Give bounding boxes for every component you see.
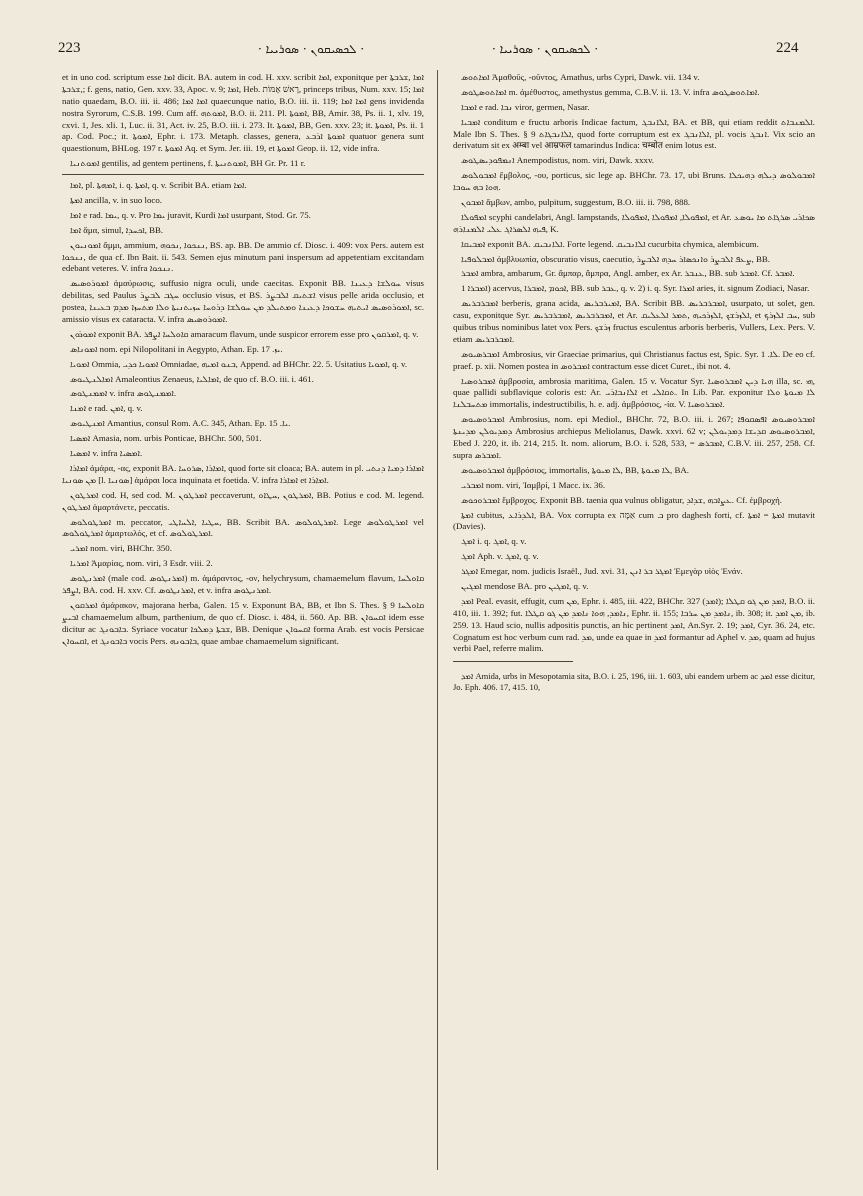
- dictionary-entry: ܐܡܒܪܘܣܝܐ ἀμβροσία, ambrosia maritima, Galen. 15 v. Vocatur Syr. ܗܝܐ ܕܝܢ ܐܡܒܪܘܣܝܐ illa, sc. ܗܝ, quae pallidi subflavique coloris est: Ar. ܐܠܐܢܒܐܪܝ et ܬܩܐܠܝ. In Lib. Par. exponitur ܠܐ ܡܝܘܬܐ ܘܠܐ ܡܬܚܒܠܢܐ immortalis, indestructibilis, h. e. adj. ἀμβρόσιος, -ία. V. ܐܡܒܪܘܣܝܐ.: [453, 375, 815, 410]
- dictionary-entry: ܐܡܪܛܘܢ cod. H, sed cod. M. ܐܡܪܛܘܢ peccaverunt, ܐܡܪܛܘܢ ,ܚܛܐܘ, BB. Potius e cod. M. legend. ܐܡܪܛܘܢ ἁμαρτάνετε, peccatis.: [62, 489, 424, 512]
- dictionary-entry: ܐܡܐ, pl. ܐܡܗܬܐ, i. q. ܐܡܬܐ, q. v. Scribit BA. etiam ܐܡܐ.: [62, 174, 424, 192]
- dictionary-entry: ܐܡܐ ἅμα, simul, ܐܟܚܕܐ, BB.: [70, 224, 164, 235]
- dictionary-entry: ܐܡܐܠܢܛܝܘܣ Amaleontius Zenaeus, ܐܡܐܠܝܐ, de quo cf. B.O. iii. i. 461.: [70, 373, 314, 384]
- dictionary-entry: ܐܡܘܢܐܣ nom. epi Nilopolitani in Aegypto, Athan. Ep. ܝܙ. 17.: [70, 343, 283, 354]
- dictionary-entry: ܐܡܪܝܐ Ἀμαρίας, nom. viri, 3 Esdr. viii. 2.: [70, 558, 213, 569]
- dictionary-entry: ܐܡܒܪܘܣܝܘܣ Ambrosius, nom. epi Mediol., BHChr. 72, B.O. iii. i. 267; ܐܡܒܪܘܣܝܘܣ ܐܦܣܩܘܦܐ ܕܡܕܝܘܠܢ ܡܕܝܢܬܐ Ambrosius archiepus Meliolanus, Dawk. xxvi. 62 v; ܐܡܒܪܘܣܝܘܣ ܩܕܝܫܐ ܕܡܕܝܘܠܢ, Ebed J. 220, it. ib. 214, 215. It. nom. aliorum, B.O. i. 528, 533, = ܐܡܒܪܣ, C.B.V. iii. 257, 258. Cf. supra ܐܡܒܪܣ.: [453, 414, 815, 460]
- dictionary-entry: ܐܡܬܐ cubitus, ܐܠܕܪܐܥ, BA. Vox corrupta ex אַמָּה cum ܒ pro daghesh forti, cf. ܐܡܬܐ = ܐܡܬܐ mutavit (Davies).: [453, 509, 815, 532]
- dictionary-entry: ܐܡܒܝܩܐ exponit BA. ܐܠܐܢܒܝܩ. Forte legend. ܐܠܐܢܒܝܩ cucurbita chymica, alembicum.: [461, 238, 759, 249]
- dictionary-entry: ܐܡܢܐ e rad. ܐܡܢ, q. v.: [70, 403, 143, 414]
- left-column: [62, 72, 424, 1172]
- right-running-head: · ܠܟܣܝܩܘܢ · ܣܘܪܝܝܐ ·: [492, 42, 599, 56]
- dictionary-entry: ܐܡܐܪܐ ἀμάρα, -ας, exponit BA. ܐܡܐܪܐ ,ܣܪܘܚܐ, quod forte sit cloaca; BA. autem in pl. ܐܡܐܪܐ ܕܡܝܐ ܕܢܬܝ ܡܢ ܣܘܢܝܐ [l. ܣܘܢܝܐ] ἀμάραι loca inquinata et foetida. V. infra ܐܡܐܪܐ et ܐܡܐܪܐ.: [62, 462, 424, 485]
- right-page-number: 224: [776, 40, 799, 56]
- dictionary-entry: ܐܡܒܘܢ ἄμβων, ambo, pulpitum, suggestum, B.O. iii. ii. 798, 888.: [461, 197, 691, 208]
- dictionary-entry: ܐܡܒܠܘܦܝܐ ἀμβλυωπία, obscuratio visus, caecutio, ܨܥܦ ܐܠܒܨܪ ܘܐܢܟܣܐܪ ܚܕܗ ܐܠܒܨܪ, BB.: [461, 253, 770, 264]
- dictionary-entry: ܐܡܘܪܘܢ exponit BA. ܩܐܘܠܚܐ ܐܨܦܪ amaracum flavum, unde suspicor errorem esse pro ܐܡܪܩܘܢ, q. v.: [70, 328, 419, 339]
- dictionary-entry: ܐܡܘܬܢܝܐ gentilis, ad gentem pertinens, f. ܐܡܘܬܢܝܬܐ, BH Gr. Pr. 11 r.: [70, 158, 306, 169]
- dictionary-entry: ܐܡܓܪ Emegar, nom. judicis Israël., Jud. xvi. 31, ܐܡܓܪ ܒܪ ܐܢܢ Ἐμεγὰρ υἱὸς Ἐνάν.: [461, 566, 743, 577]
- dictionary-entry: ܐܡܐ e rad. ܝܡܐ, q. v. Pro ܝܡܐ juravit, Kurdi ܐܡܐ usurpant, Stod. Gr. 75.: [70, 209, 311, 220]
- dictionary-entry: ܐܡܢܛܝܘܣ Amantius, consul Rom. A.C. 345, Athan. Ep. ܝܐ. 15.: [70, 418, 291, 429]
- dictionary-entry: ܐܡܐܬܘܣ Ἀμαθοῦς, -οῦντος, Amathus, urbs Cypri, Dawk. vii. 134 v.: [461, 72, 700, 82]
- dictionary-entry: ܐܡܪܛܘܠܘܣ m. peccator, ܚܛܝܐ ,ܐܠܚܐܛܝ, BB. Scribit BA. ܐܡܪܛܘܠܘܣ. Lege ܐܡܪܛܘܠܘܣ vel ܐܡܪܛܘܠܘܣ ἁμαρτωλός, et cf. ܐܡܪܛܘܠܘܣ.: [62, 516, 424, 539]
- dictionary-entry: ܐܡܒܪܐ 1) acervus, ܐܟܘܡ ,ܐܡܒܪܐ, BB. sub ܥܒܪ, q. v. 2) i. q. Syr. ܐܡܪܐ aries, it. signum Zodiaci, Nasar.: [461, 283, 810, 294]
- footnote-rule: [453, 661, 573, 662]
- dictionary-entry: ܐܡܓ i. q. ܐܡܓ, q. v.: [461, 536, 527, 547]
- dictionary-entry: ܐܡܒܝܐ conditum e fructu arboris Indicae factum, ܐܠܐܢܒܓ, BA. et BB, qui etiam reddit ܐܠܡܢܒܐܬ. Male Ibn S. Thes. § 9 ܐܠܐܢܒܓܐܬ, quod forte corruptum est ex ܐܠܐܢܒܓ, pl. vocis ܐܢܒܓ. Vix scio an derivatum sit ex अम्बा vel आम्रफल tamarindus Indica: चम्बोत enim lotus est.: [453, 116, 815, 151]
- dictionary-entry: ܐܡܪܝ nom. viri, BHChr. 350.: [70, 543, 172, 554]
- dictionary-entry: ܐܡܣܝܐ v. infra ܐܡܣܝܐ.: [70, 448, 143, 459]
- page-header: [0, 40, 863, 62]
- dictionary-entry: ܐܡܒܪܣܝܘܣ Ambrosius, vir Graeciae primarius, qui Christianus factus est, Spic. Syr. ܠܐ. 1. De eo cf. praef. p. xii. Nomen postea in ܐܡܒܪܘܣ contractum esse dicet Curet., ibi not. 4.: [453, 348, 815, 371]
- dictionary-entry: ܐܡܒܪܘܣܝܘܣ ἀμβρόσιος, immortalis, ܠܐ ܡܝܘܬܐ, BB, ܠܐ ܡܝܘܬܐ, BA.: [461, 464, 689, 475]
- dictionary-entry: ܐܡܓܝܢ mendose BA. pro ܐܡܓܝܢ, q. v.: [461, 580, 589, 591]
- left-running-head: · ܠܟܣܝܩܘܢ · ܣܘܪܝܝܐ ·: [258, 42, 365, 56]
- dictionary-entry: ܐܡܘܪܘܣܝܣ ἀμαύρωσις, suffusio nigra oculi, unde caecitas. Exponit BB. ܚܘܠܫܐ ܕܥܝܢܐ visus debilitas, sed Paulus ܚܓܒ ܠܒܨܪ occlusio visus, et BS. ܐܫܬܝܩ ܐܠܒܨܪ visus pelle arida occlusio, et postea, ܐܡܘܪܘܣܝܣ ܐܝܬܝܗ ܚܫܘܟܐ ܕܥܝܢܐ ܘܡܬܝܠܕ ܡܢ ܚܘܠܫܐ ܕܪܘܚܐ ܚܙܝܬܢܝܬܐ ܘܠܐ ܡܬܚܙܐ ܡܕܡ ܒܥܝܢܐ, sc. amissio visus ex cataracta. V. infra ܐܡܘܪܘܣܝܣ.: [62, 278, 424, 325]
- dictionary-entry: ܐܡܐܬܘܣܛܘܣ m. ἀμέθυστος, amethystus gemma, C.B.V. ii. 13. V. infra ܐܡܐܬܘܣܛܘܣ.: [461, 86, 760, 97]
- dictionary-entry: ܐܡܒܐ e rad. ܢܒܐ viror, germen, Nasar.: [461, 101, 590, 112]
- dictionary-entry: ܐܡܓ Aph. v. ܐܡܓ, q. v.: [461, 551, 539, 562]
- dictionary-entry: ܐܡܒܪ ambra, ambarum, Gr. ἄμπαρ, ἄμπρα, Angl. amber, ex Ar. ܥܢܒܪ, BB. sub ܐܡܒܪ. Cf. ܐܡܒܪ.: [461, 268, 795, 279]
- dictionary-entry: et in uno cod. scriptum esse ܐܡܐ dicit. BA. autem in cod. H. xxv. scribit ܐܡܐ, exponitque per ܐܡܐ ,ܫܪܒܬܐ ,ܫܪܒܬܐ; f. gens, natio, Gen. xxv. 33, Apoc. v. 9; ܐܡܐ, Heb. רָאשׁ אָמּוֹת, princeps tribus, Num. xxv. 15; ܐܡܐ natio quaedam, B.O. iii. ii. 486; ܐܡܐ ܐܡܐ quaecunque natio, B.O. iii. ii. 119; ܐܡܐ ܐܡܐ gens invidenda nostra Syrorum, C.S.B. 199. Cum aff. ܐܡܘܬܗ, B.O. ii. 211. Pl. ܐܡܘܬܐ, BB, Amir. 38, Ps. ii. 1, xlv. 19, cxvi. 1, Jes. xli. 1, Luc. ii. 31, Act. iv. 25, B.O. iii. i. 273. It. ܐܡܘܬܐ, BB, Gen. xxv. 23; it. ܐܡܘܬܐ, Ps. ii. 1 ap. Cod. Poc.; it. ܐܡܘܬܐ, Ephr. i. 173. Metaph. classes, genera, ܐܡܘܬܐ ܐܪܒܥ quatuor genera sunt quaestionum, BHLog. 197 r. ܐܡܘܬܐ Aq. et Sym. Jer. iii. 19, et ܐܡܘܬܐ Geop. ii. 12, vide infra.: [62, 72, 424, 154]
- left-page-number: 223: [58, 40, 81, 56]
- dictionary-entry: ܐܡܪܢܛܘܣ (male cod. ܐܡܪܢܛܘܣ) m. ἀμάραντος, -ον, helychrysum, chamaemelum flavum, ܩܐܘܠܚܐ ܐܨܦܪ, BA. cod. H. xxv. Cf. ܐܡܪܢܛܘܣ, et v. infra ܐܡܪܢܛܘܣ.: [62, 573, 424, 595]
- dictionary-entry: ܐܡܒܘܠܘܣ ἔμβολος, -ου, porticus, sic lege ap. BHChr. 73. 17, ubi Bruns. ܐܡܒܘܠܘܣ ܕܝܠܗ ܕܗܝܟܠܐ ܗܘܐ ܒܗ ܚܘܒܐ.: [453, 170, 815, 193]
- dictionary-entry: ܐܡܣܝܐ Amasia, nom. urbis Ponticae, BHChr. 500, 501.: [70, 433, 262, 444]
- dictionary-entry: ܐܡܕ Peal. evasit, effugit, cum ܡܢ, Ephr. i. 485, iii. 422, BHChr. 327 (ܐܡܕ); ܐܡܕ ܡܢ ܓܘ ܩܛܠܐ, B.O. ii. 410, iii. 1. 392; fut. ܢܐܡܕ, ܗܘܐ ܢܐܡܕ ܡܢ ܓܘ ܩܛܠܐ, Ephr. ii. 155; ܢܐܡܕ ܡܢ ܚܪܒܐ, ib. 308; it. ܡܢ ܐܡܕ, ib. 259. 13. Haud scio, nullis adpositis punctis, an hic pertinent ܐܡܕ, An.Syr. 2. 19; ܐܡܕ, Cyr. 36. 24, etc. Cognatum est hoc verbum cum rad. ܡܕ, unde ea quae in ܐܡܕ formantur ad Aphel v. ܡܕ, quam ad hujus verbi Pael, referre malim.: [453, 595, 815, 654]
- dictionary-entry: ܐܡܘܢܝܘܢ ἄμμι, ammium, ܢܢܟܘܐ ,ܢܟܘܗ, BS. ap. BB. De ammio cf. Diosc. i. 409: vox Pers. autem est ܢܢܟܘܐ, de qua cf. Ibn Bait. ii. 543. Semen ejus minutum pani inspersum ad appetentiam excitandam edebant veteres. V. infra ܢܢܟܘܐ.: [62, 239, 424, 274]
- dictionary-entry: ܐܡܡܢܛܘܣ v. infra ܐܡܡܢܛܘܣ.: [70, 388, 177, 399]
- dictionary-entry: ܐܡܒܪܘܟܘܣ ἔμβροχος. Exponit BB. taenia qua vulnus obligatur, ܥܨܐܒܗ ,ܫܕܐܕ. Cf. ἐμβροχή.: [461, 494, 783, 505]
- dictionary-entry: ܐܢܡܦܘܕܝܣܛܘܣ Anempodistus, nom. viri, Dawk. xxxv.: [461, 155, 655, 166]
- dictionary-entry: ܐܡܒܪܒܪܝܣ berberis, grana acida, ܐܡܝܪܒܪܝܣ, BA. Scribit BB. ܐܡܒܪܒܪܝܣ, usurpato, ut solet, gen. casu, exponitque Syr. ܐܡܒܪܒܪܝܣ ,ܐܡܒܪܒܪܝܣ, et Ar. ܐܠܙܪܫܟ ,ܐܠܙܪܟܝܗ ,ܬܡܪ ܐܠܥܠܝܩ, et ܚܒ ܐܠܙܪܟ, sub quibus tribus nominibus latet vox Pers. ܙܪܫܟ fructus esculentus arboris berberis, Vullers, Lex. Pers. V. etiam ܐܡܒܪܒܪܝܣ.: [453, 298, 815, 344]
- right-column: [453, 72, 815, 1172]
- dictionary-entry: ܐܡܒܪܝ nom. viri, Ἰαμβρί, 1 Macc. ix. 36.: [461, 479, 606, 490]
- footnote: ܐܡܕ Amida, urbs in Mesopotamia sita, B.O. i. 25, 196, iii. 1. 603, ubi eandem urbem ac ܐܡܕ esse dicitur, Jo. Eph. 406. 17, 415. 10,: [453, 670, 815, 693]
- dictionary-entry: ܐܡܪܩܘܢ ἀμάρακον, majorana herba, Galen. 15 v. Exponunt BA, BB, et Ibn S. Thes. § 9 ܩܐܘܠܚܐ ܐܒܝܨ chamaemelum album, parthenium, de quo cf. Diosc. i. 484, ii. 560. Ap. BB. ܐܩܚܘܐܢ idem esse dicitur ac ܒܐܒܘܢܓ. Syriace vocatur ܫܒܬܐ ܕܡܠܟܐ, BB. Denique ܐܩܚܘܐܢ forma Arab. est vocis Persicae ܐܩܚܘܐܢ, et ܒܐܒܘܢܓ vocis Pers. ܒܐܒܘܢܗ, quae ambae chamaemelum significant.: [62, 599, 424, 646]
- dictionary-entry: ܐܡܘܝܐ Ommia, ܐܡܘܝܐ ܟܕܝ Omniadae, ܒܢܘ ܐܡܝܗ, Append. ad BHChr. 22. 5. Usitatius ܐܡܘܝܐ, q. v.: [70, 358, 408, 369]
- dictionary-entry: ܐܡܬܐ ancilla, v. in suo loco.: [70, 195, 162, 206]
- dictionary-entry: ܐܡܦܘܠܐ scyphi candelabri, Angl. lampstands, ܐܡܦܘܠܐ, ܐܡܦܘܠܐ ,ܐܡܦܘܠܐ, et Ar. ܣܟܐܪܝ ܣܪܓܐܬ ܡܐ ܝܘܣܥ ܦܝܗ ܐܠܣܪܐܓ ܥܠܝ ܐܠܡܢܐܪܗ, K.: [453, 211, 815, 234]
- right-column-entries: [453, 72, 815, 655]
- column-divider: [437, 70, 438, 1170]
